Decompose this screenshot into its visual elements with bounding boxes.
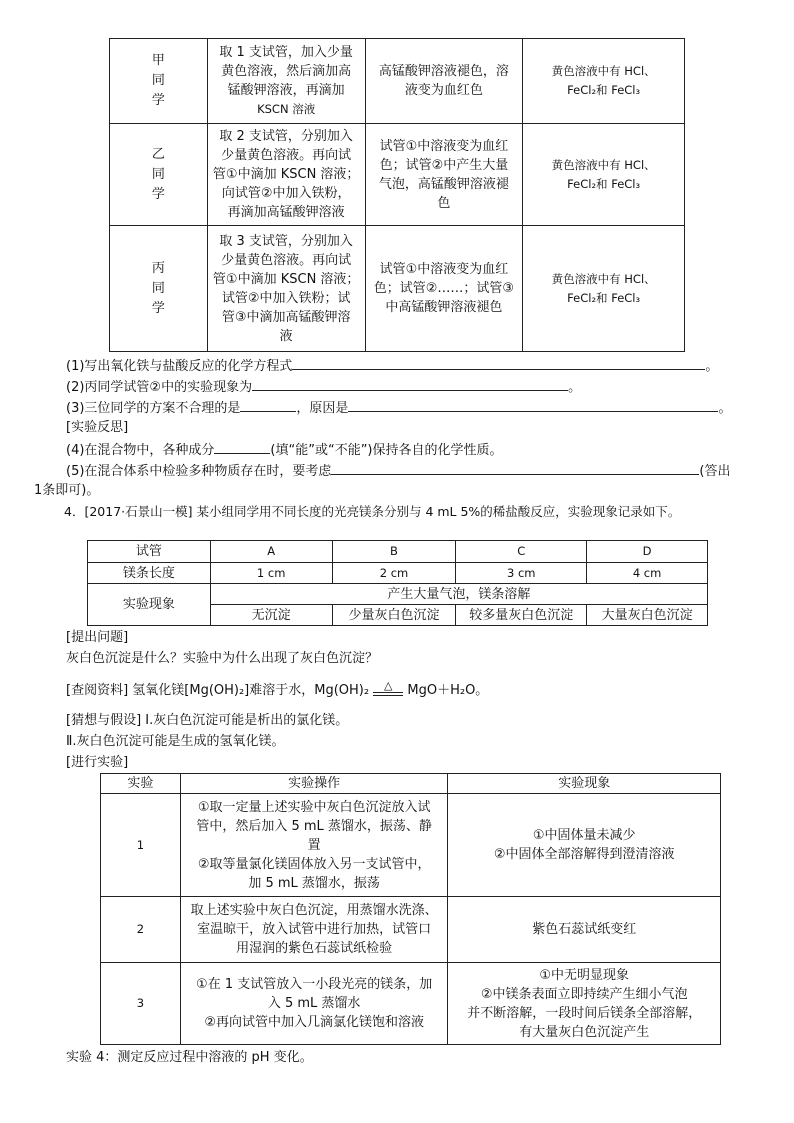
table-row [110,124,685,226]
table-row [88,563,708,584]
student-name: 乙 同 学 [110,124,208,226]
operation-cell: 取上述实验中灰白色沉淀，用蒸馏水洗涤、 室温晾干，放入试管中进行加热，试管口 用湿润的紫色石蕊试纸检验 [180,897,448,963]
operation-cell: 取 1 支试管，加入少量 黄色溶液，然后滴加高 锰酸钾溶液，再滴加 KSCN 溶液 [207,39,365,124]
table-row [88,541,708,563]
phenomenon-cell: 少量灰白色沉淀 [332,605,456,626]
phenomenon-cell: 无沉淀 [210,605,332,626]
experiment-number: 2 [101,897,181,963]
student-name: 丙 同 学 [110,226,208,352]
tube-label: C [456,541,587,563]
header-cell: 实验 [101,774,181,794]
tube-label: B [332,541,456,563]
table-row [110,226,685,352]
triangle-icon: △ [384,679,393,692]
answer-blank[interactable] [331,461,699,475]
reference-text: [查阅资料] 氢氧化镁[Mg(OH)₂]难溶于水，Mg(OH)₂ △ MgO＋H₂O。 [66,679,489,698]
phenomenon-cell: 大量灰白色沉淀 [587,605,708,626]
conclusion-cell: 黄色溶液中有 HCl、 FeCl₂和 FeCl₃ [523,39,685,124]
question-5-cont: 1条即可)。 [34,483,100,498]
reflection-heading: [实验反思] [66,420,129,435]
ask-text: 灰白色沉淀是什么？实验中为什么出现了灰白色沉淀？ [66,651,379,666]
answer-blank[interactable] [292,356,705,370]
answer-blank[interactable] [252,377,568,391]
operation-cell: 取 2 支试管，分别加入 少量黄色溶液。再向试 管①中滴加 KSCN 溶液； 向试管②中加入铁粉， 再滴加高锰酸钾溶液 [207,124,365,226]
hypothesis-1: [猜想与假设] Ⅰ.灰白色沉淀可能是析出的氯化镁。 [66,713,349,728]
heat-arrow [373,679,403,700]
hypothesis-2: Ⅱ.灰白色沉淀可能是生成的氢氧化镁。 [66,734,285,749]
tube-label: A [210,541,332,563]
table-row [110,39,685,124]
header-cell: 镁条长度 [88,563,211,584]
problem-4-intro: 4．[2017·石景山一模] 某小组同学用不同长度的光亮镁条分别与 4 mL 5%的稀盐酸反应，实验现象记录如下。 [64,504,681,519]
conclusion-cell: 黄色溶液中有 HCl、 FeCl₂和 FeCl₃ [523,124,685,226]
question-3: (3)三位同学的方案不合理的是 ，原因是 。 [66,398,731,418]
phenomenon-cell: ①中无明显现象 ②中镁条表面立即持续产生细小气泡 并不断溶解，一段时间后镁条全部溶解， 有大量灰白色沉淀产生 [448,963,721,1045]
operation-cell: ①在 1 支试管放入一小段光亮的镁条，加 入 5 mL 蒸馏水 ②再向试管中加入几滴氯化镁饱和溶液 [180,963,448,1045]
question-5: (5)在混合体系中检验多种物质存在时，要考虑 (答出 [66,461,731,481]
answer-blank[interactable] [240,398,296,412]
length-cell: 1 cm [210,563,332,584]
header-cell: 实验现象 [88,584,211,626]
table-row [101,963,721,1045]
answer-blank[interactable] [348,398,718,412]
table-row [88,584,708,605]
length-cell: 2 cm [332,563,456,584]
phenomenon-cell: ①中固体量未减少 ②中固体全部溶解得到澄清溶液 [448,794,721,897]
operation-cell: ①取一定量上述实验中灰白色沉淀放入试 管中，然后加入 5 mL 蒸馏水，振荡、静 置 ②取等量氯化镁固体放入另一支试管中， 加 5 mL 蒸馏水，振荡 [180,794,448,897]
phenomenon-cell: 高锰酸钾溶液褪色，溶 液变为血红色 [365,39,523,124]
answer-blank[interactable] [214,440,270,454]
ask-heading: [提出问题] [66,630,129,645]
question-4: (4)在混合物中，各种成分 (填“能”或“不能”)保持各自的化学性质。 [66,440,503,460]
length-cell: 4 cm [587,563,708,584]
header-cell: 试管 [88,541,211,563]
table-row [101,897,721,963]
operation-cell: 取 3 支试管，分别加入 少量黄色溶液。再向试 管①中滴加 KSCN 溶液； 试管②中加入铁粉；试 管③中滴加高锰酸钾溶 液 [207,226,365,352]
experiment-number: 1 [101,794,181,897]
experiment-4-text: 实验 4：测定反应过程中溶液的 pH 变化。 [66,1050,313,1065]
question-2: (2)丙同学试管②中的实验现象为 。 [66,377,581,397]
phenomenon-cell: 试管①中溶液变为血红 色；试管②中产生大量 气泡，高锰酸钾溶液褪 色 [365,124,523,226]
length-cell: 3 cm [456,563,587,584]
tube-label: D [587,541,708,563]
conclusion-cell: 黄色溶液中有 HCl、 FeCl₂和 FeCl₃ [523,226,685,352]
table-row [101,794,721,897]
experiment-table [100,773,721,1045]
header-cell: 实验现象 [448,774,721,794]
phenomenon-cell: 紫色石蕊试纸变红 [448,897,721,963]
magnesium-table [87,540,708,626]
question-1: (1)写出氧化铁与盐酸反应的化学方程式 。 [66,356,718,376]
student-name: 甲 同 学 [110,39,208,124]
phenomenon-cell: 试管①中溶液变为血红 色；试管②……；试管③ 中高锰酸钾溶液褪色 [365,226,523,352]
table-row [101,774,721,794]
phenomenon-cell: 较多量灰白色沉淀 [456,605,587,626]
header-cell: 实验操作 [180,774,448,794]
experiment-heading: [进行实验] [66,755,129,770]
experiment-number: 3 [101,963,181,1045]
phenomenon-common: 产生大量气泡，镁条溶解 [210,584,707,605]
student-scheme-table [109,38,685,352]
